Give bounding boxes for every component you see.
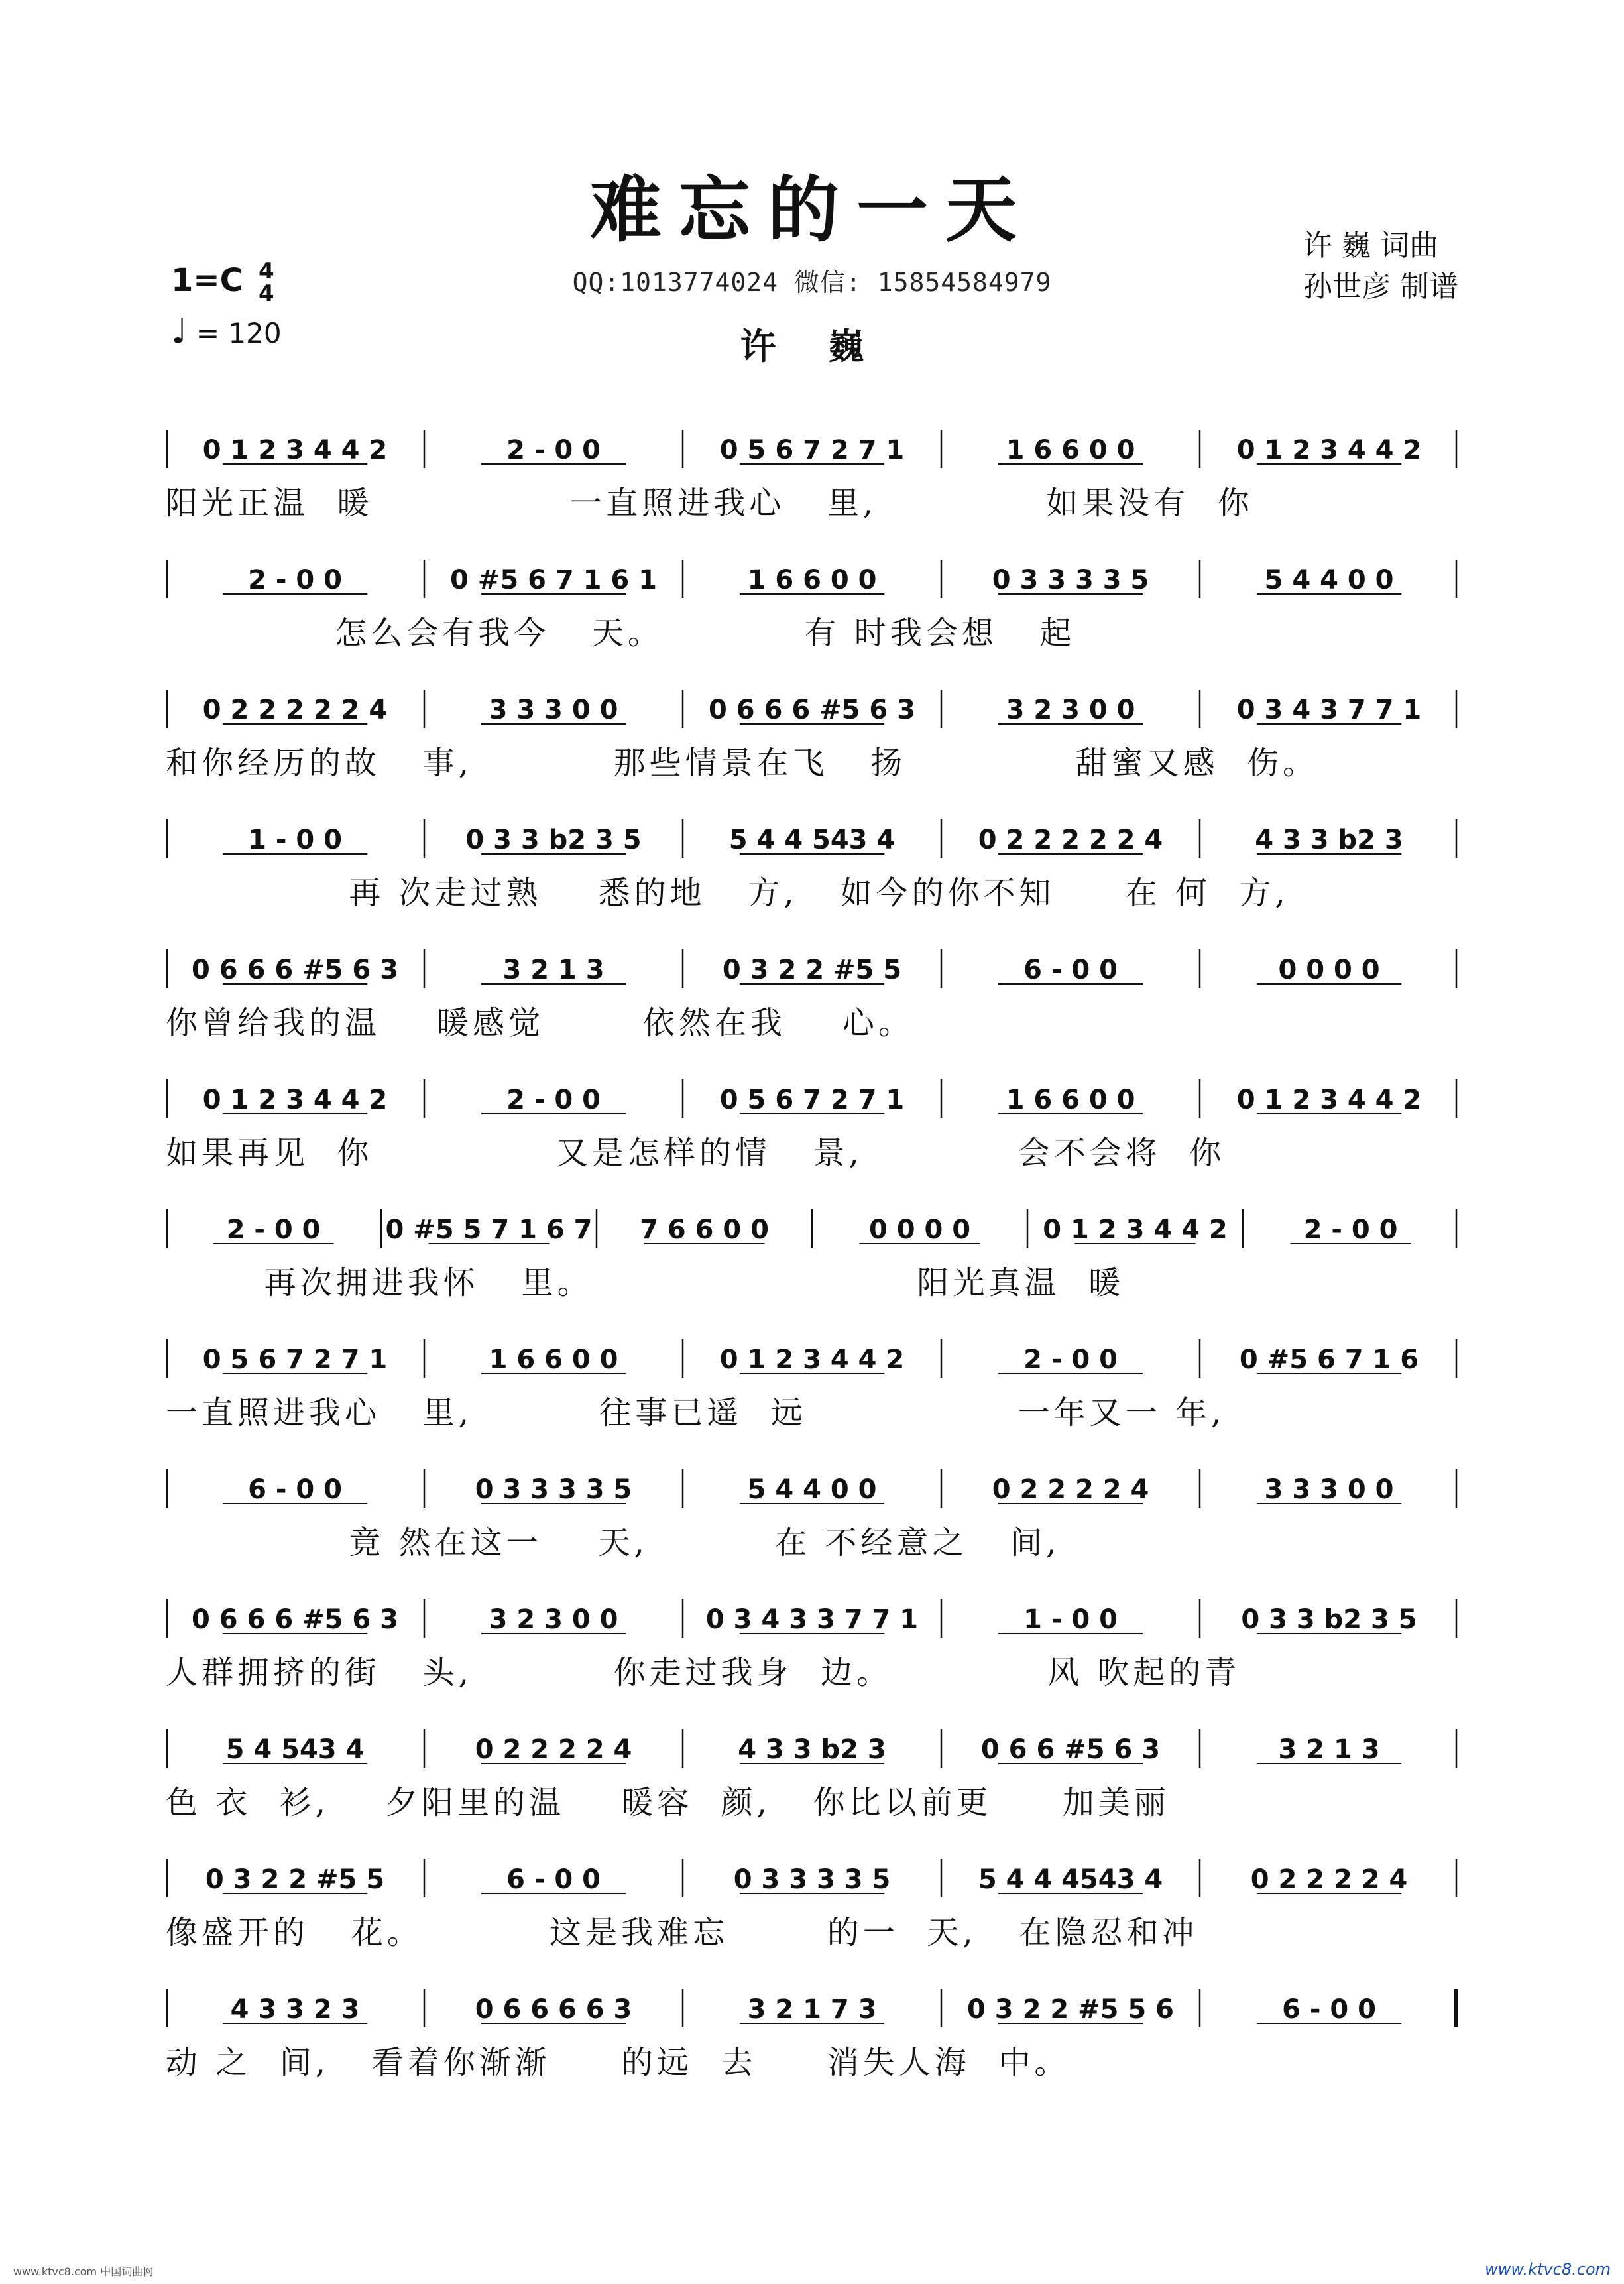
measure-notes: 0 3 2 2 #5 5 6 [967,1994,1174,2025]
lyric-line: 再次拥进我怀 里。 阳光真温 暖 [166,1264,1125,1301]
music-line [166,1594,1458,1647]
measure-notes: 0 0 0 0 [1278,955,1380,985]
measure-notes: 4 3 3 2 3 [230,1994,360,2025]
music-line [166,1074,1458,1127]
measure-notes: 0 6 6 6 #5 6 3 [192,955,398,985]
measure-notes: 2 - 0 0 [1023,1345,1118,1375]
lyric-line: 色 衣 衫, 夕阳里的温 暖容 颜, 你比以前更 加美丽 [166,1784,1170,1821]
measure-notes: 6 - 0 0 [1282,1994,1376,2025]
measure-notes: 4 3 3 b2 3 [738,1734,886,1765]
score-row [166,1334,1458,1464]
lyric-line: 阳光正温 暖 一直照进我心 里, 如果没有 你 [166,485,1253,522]
measure-notes: 1 6 6 0 0 [489,1345,618,1375]
music-line [166,424,1458,477]
measure-notes: 3 3 3 0 0 [489,695,618,725]
lyric-line: 竟 然在这一 天, 在 不经意之 间, [166,1524,1061,1561]
measure-notes: 5 4 4 0 0 [1264,565,1394,595]
score-row [166,944,1458,1074]
measure-notes: 0 6 6 6 6 3 [475,1994,632,2025]
measure-notes: 3 3 3 0 0 [1264,1474,1394,1505]
measure-notes: 5 4 4 0 0 [747,1474,877,1505]
music-line [166,814,1458,867]
credits [1303,225,1458,308]
song-title: 难忘的一天 [589,168,1034,252]
measure-notes: 0 2 2 2 2 4 [475,1734,632,1765]
singer-name: 许 巍 [740,325,884,367]
measure-notes: 6 - 0 0 [1023,955,1118,985]
music-line [166,1854,1458,1907]
time-signature-top: 4 [259,258,274,284]
contact-info: QQ:1013774024 微信: 15854584979 [572,268,1052,297]
measure-notes: 0 1 2 3 4 4 2 [202,1085,388,1115]
music-line [166,1724,1458,1777]
measure-notes: 0 3 4 3 3 7 7 1 [705,1604,919,1635]
measure-notes: 0 #5 6 7 1 6 1 [450,565,657,595]
measure-notes: 0 0 0 0 [868,1215,971,1245]
measure-notes: 0 1 2 3 4 4 2 [719,1345,905,1375]
score-row [166,684,1458,814]
score-row [166,424,1458,554]
measure-notes: 0 3 3 3 3 5 [475,1474,632,1505]
measure-notes: 1 6 6 0 0 [1006,435,1135,465]
measure-notes: 1 - 0 0 [1023,1604,1118,1635]
measure-notes: 0 5 6 7 2 7 1 [719,435,905,465]
tempo-marking [171,312,282,351]
lyric-line: 如果再见 你 又是怎样的情 景, 会不会将 你 [166,1134,1226,1172]
lyric-line: 怎么会有我今 天。 有 时我会想 起 [166,615,1076,652]
measure-notes: 0 2 2 2 2 2 4 [202,695,388,725]
score-row [166,814,1458,944]
measure-notes: 3 2 1 3 [1278,1734,1380,1765]
measure-notes: 1 6 6 0 0 [747,565,877,595]
measure-notes: 0 3 4 3 7 7 1 [1236,695,1422,725]
lyric-line: 一直照进我心 里, 往事已遥 远 一年又一 年, [166,1394,1226,1431]
lyric-line: 再 次走过熟 悉的地 方, 如今的你不知 在 何 方, [166,874,1289,912]
measure-notes: 0 1 2 3 4 4 2 [1043,1215,1228,1245]
music-line [166,684,1458,737]
score-row [166,554,1458,684]
key-signature: 1=C [171,262,243,299]
measure-notes: 0 3 2 2 #5 5 [205,1864,385,1895]
measure-notes: 5 4 4 543 4 [728,825,896,855]
quarter-note-icon: ♩ [171,312,188,351]
measure-notes: 1 - 0 0 [248,825,342,855]
measure-notes: 1 6 6 0 0 [1006,1085,1135,1115]
measure-notes: 2 - 0 0 [506,435,601,465]
measure-notes: 2 - 0 0 [506,1085,601,1115]
measure-notes: 0 3 3 3 3 5 [733,1864,891,1895]
score [166,424,1458,2114]
measure-notes: 2 - 0 0 [226,1215,321,1245]
score-row [166,1204,1458,1334]
music-line [166,1464,1458,1517]
lyric-line: 你曾给我的温 暖感觉 依然在我 心。 [166,1004,914,1042]
measure-notes: 6 - 0 0 [506,1864,601,1895]
measure-notes: 2 - 0 0 [248,565,342,595]
lyric-line: 动 之 间, 看着你渐渐 的远 去 消失人海 中。 [166,2044,1071,2081]
measure-notes: 7 6 6 0 0 [640,1215,769,1245]
score-row [166,1594,1458,1724]
measure-notes: 0 6 6 #5 6 3 [980,1734,1161,1765]
measure-notes: 0 5 6 7 2 7 1 [202,1345,388,1375]
music-line [166,944,1458,997]
measure-notes: 0 5 6 7 2 7 1 [719,1085,905,1115]
measure-notes: 0 1 2 3 4 4 2 [1236,1085,1422,1115]
lyricist-composer: 许 巍 词曲 [1303,229,1438,263]
score-row [166,1464,1458,1594]
measure-notes: 3 2 1 3 [502,955,605,985]
measure-notes: 0 2 2 2 2 4 [1250,1864,1408,1895]
time-signature-bottom: 4 [259,280,274,307]
measure-notes: 0 2 2 2 2 2 4 [978,825,1163,855]
measure-notes: 0 6 6 6 #5 6 3 [709,695,915,725]
tempo-value: = 120 [196,317,282,349]
lyric-line: 像盛开的 花。 这是我难忘 的一 天, 在隐忍和冲 [166,1914,1198,1951]
measure-notes: 0 3 3 b2 3 5 [1241,1604,1417,1635]
measure-notes: 0 #5 6 7 1 6 [1239,1345,1419,1375]
score-row [166,1984,1458,2114]
score-row [166,1854,1458,1984]
lyric-line: 人群拥挤的街 头, 你走过我身 边。 风 吹起的青 [166,1654,1241,1691]
measure-notes: 3 2 3 0 0 [1006,695,1135,725]
music-line [166,1334,1458,1387]
measure-notes: 0 3 3 3 3 5 [992,565,1149,595]
footer-left: www.ktvc8.com 中国词曲网 [13,2265,154,2278]
measure-notes: 4 3 3 b2 3 [1255,825,1403,855]
measure-notes: 3 2 1 7 3 [747,1994,877,2025]
measure-notes: 0 6 6 6 #5 6 3 [192,1604,398,1635]
measure-notes: 5 4 4 4543 4 [978,1864,1163,1895]
measure-notes: 6 - 0 0 [248,1474,342,1505]
measure-notes: 0 1 2 3 4 4 2 [1236,435,1422,465]
measure-notes: 0 3 3 b2 3 5 [465,825,642,855]
time-signature [259,260,274,305]
music-line [166,1984,1458,2037]
measure-notes: 3 2 3 0 0 [489,1604,618,1635]
measure-notes: 0 2 2 2 2 4 [992,1474,1149,1505]
measure-notes: 0 #5 5 7 1 6 7 [385,1215,593,1245]
music-line [166,554,1458,607]
music-line [166,1204,1458,1257]
measure-notes: 5 4 543 4 [225,1734,365,1765]
measure-notes: 0 1 2 3 4 4 2 [202,435,388,465]
score-row [166,1724,1458,1854]
footer-watermark: www.ktvc8.com [1485,2260,1611,2279]
measure-notes: 2 - 0 0 [1303,1215,1398,1245]
score-row [166,1074,1458,1204]
transcriber: 孙世彦 制谱 [1303,270,1458,304]
measure-notes: 0 3 2 2 #5 5 [722,955,902,985]
lyric-line: 和你经历的故 事, 那些情景在飞 扬 甜蜜又感 伤。 [166,745,1318,782]
